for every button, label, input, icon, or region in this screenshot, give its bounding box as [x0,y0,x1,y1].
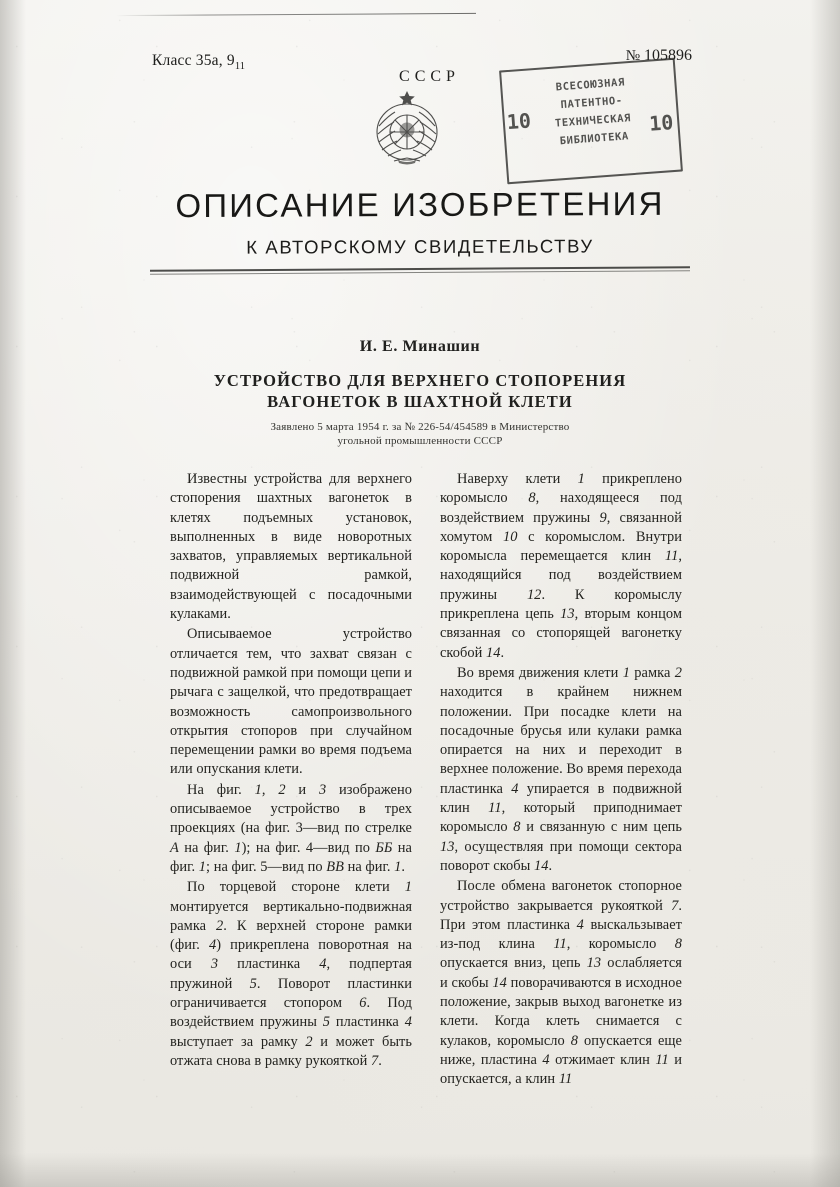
filing-line-2: угольной промышленности СССР [337,435,503,447]
filing-info [150,420,690,448]
invention-title-line-1: УСТРОЙСТВО ДЛЯ ВЕРХНЕГО СТОПОРЕНИЯ [213,371,627,390]
stamp-line-1: ВСЕСОЮЗНАЯ [555,76,626,94]
paragraph: Во время движения клети 1 рамка 2 находится в крайнем нижнем положении. При посадке клети на посадочные брусья или кулаки рамка опирается на них и переходит в верхнее положение. Во время перехода пластинка 4 упирается в подвижной клин 11, который приподнимает коромысло 8 и связанную с ним цепь 13, осуществляя при помощи сектора поворот скобы 14. [440,664,682,874]
page-subtitle: К АВТОРСКОМУ СВИДЕТЕЛЬСТВУ [246,235,594,258]
paragraph: На фиг. 1, 2 и 3 изображено описываемое устройство в трех проекциях (на фиг. 3—вид по стрелке A на фиг. 1); на фиг. 4—вид по ББ на фиг. 1; на фиг. 5—вид по ВВ на фиг. 1. [170,781,412,875]
paragraph: Наверху клети 1 прикреплено коромысло 8, находящееся под воздействием пружины 9, связанной хомутом 10 с коромыслом. Внутри коромысла перемещается клин 11, находящийся под воздействием пружины 12. К коромыслу прикреплена цепь 13, вторым концом связанная со стопорящей вагонетку скобой 14. [440,471,683,661]
patent-class-subindex: 11 [234,61,245,73]
number-symbol: № [625,48,640,64]
page-edge-shadow-right [810,0,840,1187]
patent-number-value: 105896 [644,47,692,64]
stamp-line-2: ПАТЕНТНО- [560,94,624,112]
filing-line-1: Заявлено 5 марта 1954 г. за № 226-54/454589 в Министерство [270,421,570,433]
page-title: ОПИСАНИЕ ИЗОБРЕТЕНИЯ [175,184,665,225]
paragraph: Известны устройства для верхнего стопорения шахтных вагонеток в клетях подъемных установок, выполненных в виде новоротных захватов, управляемых вертикальной подвижной рамкой, взаимодействующей с посадочными кулаками. [170,471,412,623]
stamp-line-3: ТЕХНИЧЕСКАЯ [554,112,632,130]
page-edge-shadow-left [0,0,26,1187]
patent-class-number: 9 [226,52,235,69]
stamp-text [530,72,655,153]
left-column [170,470,412,1090]
stamp-line-4: БИБЛИОТЕКА [559,130,630,148]
top-rule-fragment [116,13,476,16]
stamp-number-left: 10 [505,108,532,135]
country-label: СССР [399,68,460,85]
soviet-coat-of-arms-emblem [368,86,446,170]
paragraph: По торцевой стороне клети 1 монтируется вертикально-подвижная рамка 2. К верхней стороне рамки (фиг. 4) прикреплена поворотная на оси 3 пластинка 4, подпертая пружиной 5. Поворот пластинки ограничивается стопором 6. Под воздействием пружины 5 пластинка 4 выступает за рамку 2 и может быть отжата снова в рамку рукояткой 7. [170,879,412,1069]
page-edge-shadow-bottom [0,1153,840,1187]
paragraph: После обмена вагонеток стопорное устройство закрывается рукояткой 7. При этом пластинка 4 выскальзывает из-под клина 11, коромысло 8 опускается вниз, цепь 13 ослабляется и скобы 14 поворачиваются в исходное положение, закрыв выход вагонетке из клети. Когда клеть снимается с кулаков, коромысло 8 опускается еще ниже, пластина 4 отжимает клин 11 и опускается, а клин 11 [440,878,682,1088]
header-divider [150,266,690,275]
library-stamp [499,58,683,185]
right-column [440,470,682,1090]
invention-title [120,370,720,412]
paragraph: Описываемое устройство отличается тем, что захват связан с подвижной рамкой при помощи цепи и рычага с защелкой, что предотвращает возможность самопроизвольного открытия стопоров при случайном перемещении рамки во время подъема или опускания клети. [170,626,412,778]
invention-title-line-2: ВАГОНЕТОК В ШАХТНОЙ КЛЕТИ [267,392,573,411]
patent-class-label: Класс 35а, [152,52,223,69]
author-name: И. Е. Минашин [359,338,481,355]
body-columns [170,470,682,1090]
stamp-number-right: 10 [648,110,675,136]
